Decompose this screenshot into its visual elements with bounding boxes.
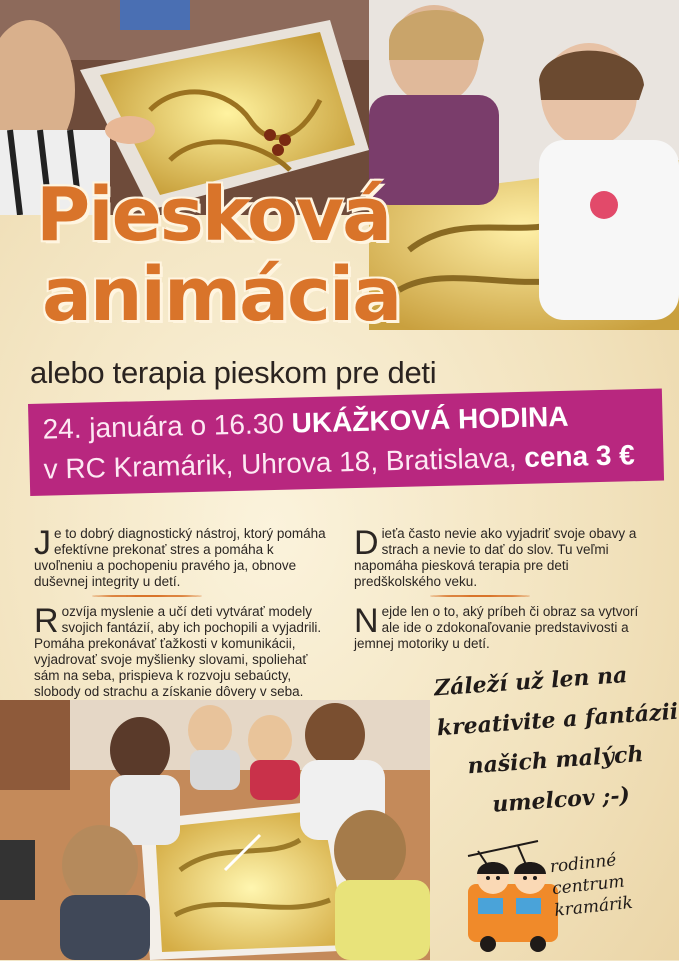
drop-cap: D (354, 524, 379, 562)
paragraph-child-fears (354, 526, 646, 590)
paragraph-thinking (34, 604, 334, 700)
logo-line-2: centrum (551, 871, 626, 900)
paragraph-text: e to dobrý diagnostický nástroj, ktorý pomáha efektívne prekonať stres a pomáha k uvoľneniu a pochopeniu pravého ja, obnove duševnej integrity u detí. (34, 526, 326, 589)
paragraph-text: ozvíja myslenie a učí deti vytvárať modely svojich fantázií, aby ich pochopili a vyjadrili. Pomáha prekonávať ťažkosti v komunikácii, vyjadrovať svoje myšlienky slovami, spoliehať sám na seba, prispieva k rozvoju sebaúcty, slobody od strachu a získanie dôvery v seba. (34, 604, 322, 699)
divider (430, 595, 530, 597)
quote-line-2: kreativite a fantázii (435, 698, 679, 742)
quote-line-1: Záleží už len na (433, 662, 629, 702)
paragraph-text: ejde len o to, aký príbeh či obraz sa vytvorí ale ide o zdokonaľovanie predstavivosti a jemnej motoriky u detí. (354, 604, 639, 651)
logo-line-3: kramárik (553, 892, 634, 921)
photo-kids-sand-table (0, 700, 430, 960)
paragraph-text: ieťa často nevie ako vyjadriť svoje obavy a strach a nevie to dať do slov. Tu veľmi napomáha piesková terapia pre deti predškolského veku. (354, 526, 637, 589)
event-date-time: 24. januára o 16.30 (42, 407, 285, 445)
logo-text (549, 848, 634, 922)
drop-cap: J (34, 524, 51, 562)
event-location: v RC Kramárik, Uhrova 18, Bratislava, (43, 442, 517, 485)
photo-girls-top-right (369, 0, 679, 330)
title-line-1: Piesková (36, 172, 391, 258)
paragraph-imagination (354, 604, 646, 652)
event-type: UKÁŽKOVÁ HODINA (291, 400, 569, 439)
quote-line-3: našich malých (466, 741, 645, 780)
event-price: cena 3 € (523, 439, 636, 473)
logo-line-1: rodinné (548, 850, 618, 878)
handwritten-quote (433, 652, 679, 828)
subtitle: alebo terapia pieskom pre deti (30, 355, 437, 390)
drop-cap: N (354, 602, 379, 640)
quote-line-4: umelcov ;-) (491, 782, 631, 818)
event-banner (28, 389, 664, 496)
title-line-2: animácia (42, 252, 401, 338)
event-row-1 (42, 401, 569, 446)
event-row-2 (43, 439, 635, 485)
divider (92, 595, 202, 597)
drop-cap: R (34, 602, 59, 640)
paragraph-diagnostic (34, 526, 334, 590)
